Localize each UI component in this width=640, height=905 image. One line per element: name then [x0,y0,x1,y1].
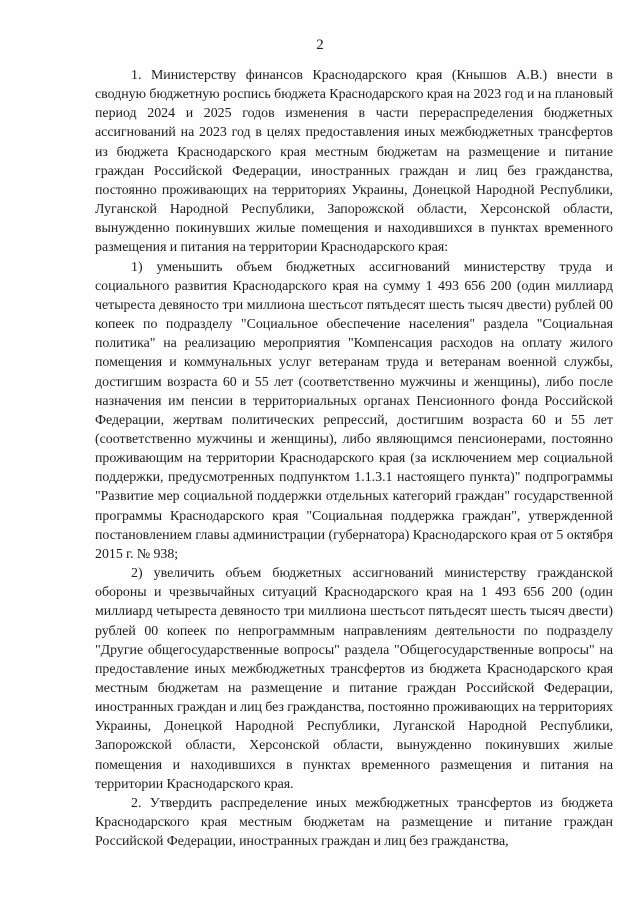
paragraph-2-approve: 2. Утвердить распределение иных межбюджетных трансфертов из бюджета Краснодарского края местным бюджетам на размещение и питание граждан Российской Федерации, иностранных граждан и лиц без гражданства, [95,795,613,850]
paragraph-1-2-increase: 2) увеличить объем бюджетных ассигнований министерству гражданской обороны и чрезвычайных ситуаций Краснодарского края на 1 493 656 200 (один миллиард четыреста девяносто три миллиона шестьсот пятьдесят шесть тысяч двести) рублей 00 копеек по непрограммным направлениям деятельности по подразделу "Другие общегосударственные вопросы" раздела "Общегосударственные вопросы" на предоставление иных межбюджетных трансфертов из бюджета Краснодарского края местным бюджетам на размещение и питание граждан Российской Федерации, иностранных граждан и лиц без гражданства, постоянно проживающих на территориях Украины, Донецкой Народной Республики, Луганской Народной Республики, Запорожской области, Херсонской области, вынужденно покинувших жилые помещения и находившихся в пунктах временного размещения и питания на территории Краснодарского края. [95,566,613,792]
page-number: 2 [316,37,324,53]
paragraph-1-1-decrease: 1) уменьшить объем бюджетных ассигнований министерству труда и социального развития Краснодарского края на сумму 1 493 656 200 (один миллиард четыреста девяносто три миллиона шестьсот пятьдесят шесть тысяч двести) рублей 00 копеек по подразделу "Социальное обеспечение населения" раздела "Социальная политика" на реализацию мероприятия "Компенсация расходов на оплату жилого помещения и коммунальных услуг ветеранам труда и ветеранам военной службы, достигшим возраста 60 и 55 лет (соответственно мужчины и женщины), либо после назначения им пенсии в территориальных органах Пенсионного фонда Российской Федерации, жертвам политических репрессий, достигшим возраста 60 и 55 лет (соответственно мужчины и женщины), либо являющимся пенсионерами, постоянно проживающим на территории Краснодарского края (за исключением мер социальной поддержки, предусмотренных подпунктом 1.1.3.1 настоящего пункта)" подпрограммы "Развитие мер социальной поддержки отдельных категорий граждан" государственной программы Краснодарского края "Социальная поддержка граждан", утвержденной постановлением главы администрации (губернатора) Краснодарского края от 5 октября 2015 г. № 938; [95,259,613,562]
paragraph-1-ministry-finance: 1. Министерству финансов Краснодарского края (Кнышов А.В.) внести в сводную бюджетную роспись бюджета Краснодарского края на 2023 год и на плановый период 2024 и 2025 годов изменения в части перераспределения бюджетных ассигнований на 2023 год в целях предоставления иных межбюджетных трансфертов из бюджета Краснодарского края местным бюджетам на размещение и питание граждан Российской Федерации, иностранных граждан и лиц без гражданства, постоянно проживающих на территориях Украины, Донецкой Народной Республики, Луганской Народной Республики, Запорожской области, Херсонской области, вынужденно покинувших жилые помещения и находившихся в пунктах временного размещения и питания на территории Краснодарского края: [95,68,613,256]
document-body [95,66,613,851]
